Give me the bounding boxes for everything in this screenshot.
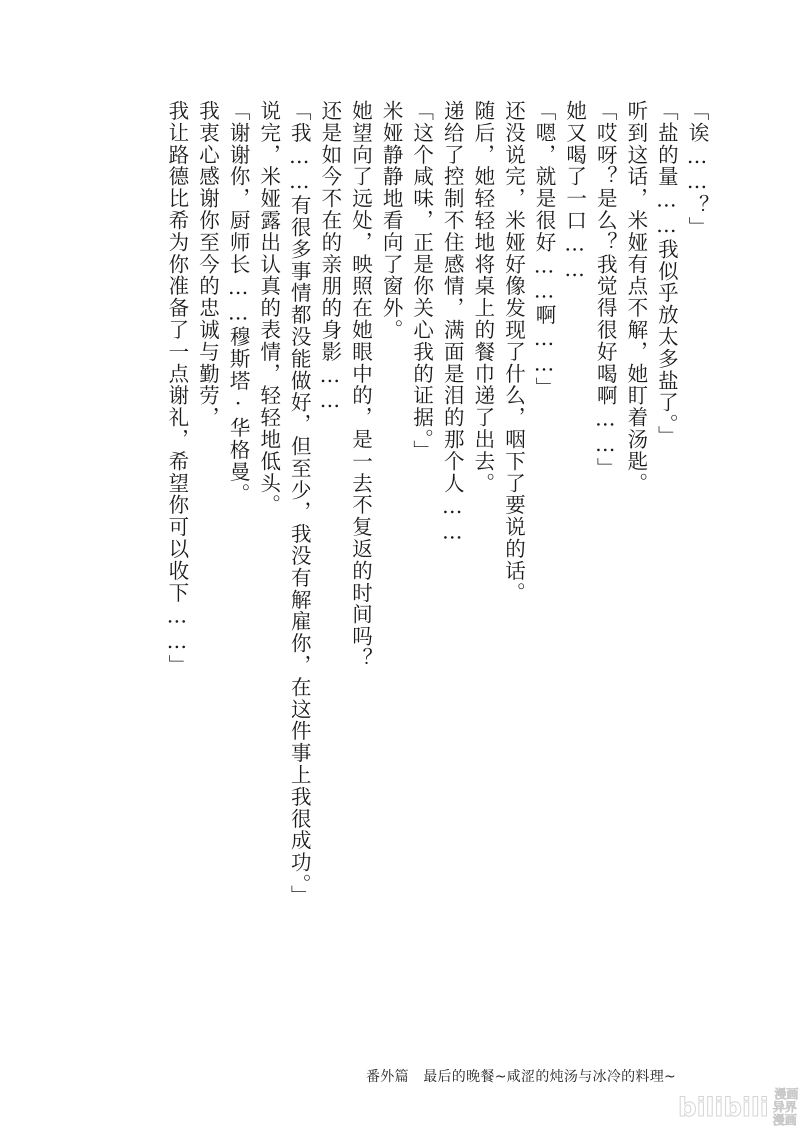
text-line: 米娅静静地看向了窗外。	[379, 100, 404, 341]
bilibili-watermark	[678, 1088, 800, 1127]
text-line: 「我……有很多事情都没能做好，但至少，我没有解雇你，在这件事上我很成功。」	[287, 100, 312, 908]
text-line: 「谢谢你，厨师长……穆斯塔·华格曼。	[226, 100, 251, 505]
text-line: 「盐的量……我似乎放太多盐了。」	[654, 100, 679, 448]
text-line: 我让路德比希为你准备了一点谢礼，希望你可以收下……」	[164, 100, 189, 677]
vertical-text-body	[161, 100, 712, 908]
watermark-tag	[773, 1088, 800, 1127]
text-line: 她又喝了一口……	[562, 100, 587, 283]
text-line: 「这个咸味，正是你关心我的证据。」	[409, 100, 434, 463]
text-line: 递给了控制不住感情，满面是泪的那个人……	[440, 100, 465, 545]
text-line: 还没说完，米娅好像发现了什么，咽下了要说的话。	[501, 100, 526, 604]
chapter-caption: 番外篇 最后的晚餐~咸涩的炖汤与冰冷的料理~	[366, 1069, 677, 1085]
text-line: 还是如今不在的亲朋的身影……	[317, 100, 342, 414]
text-line: 随后，她轻轻地将桌上的餐巾递了出去。	[470, 100, 495, 495]
text-line: 「诶……？」	[685, 100, 709, 239]
watermark-tag-line: 漫画	[774, 1087, 799, 1101]
text-line: 「哎呀？是么？我觉得很好喝啊……」	[593, 100, 618, 480]
watermark-tag-line: 异界漫画	[772, 1100, 797, 1127]
bilibili-logo: bilibili	[678, 1092, 769, 1123]
text-line: 听到这话，米娅有点不解，她盯着汤匙。	[623, 100, 648, 495]
text-line: 「嗯，就是很好……啊……」	[532, 100, 557, 399]
text-line: 说完，米娅露出认真的表情，轻轻地低头。	[256, 100, 281, 517]
text-line: 她望向了远处，映照在她眼中的，是一去不复返的时间吗？	[348, 100, 373, 670]
text-line: 我衷心感谢你至今的忠诚与勤劳，	[195, 100, 220, 429]
